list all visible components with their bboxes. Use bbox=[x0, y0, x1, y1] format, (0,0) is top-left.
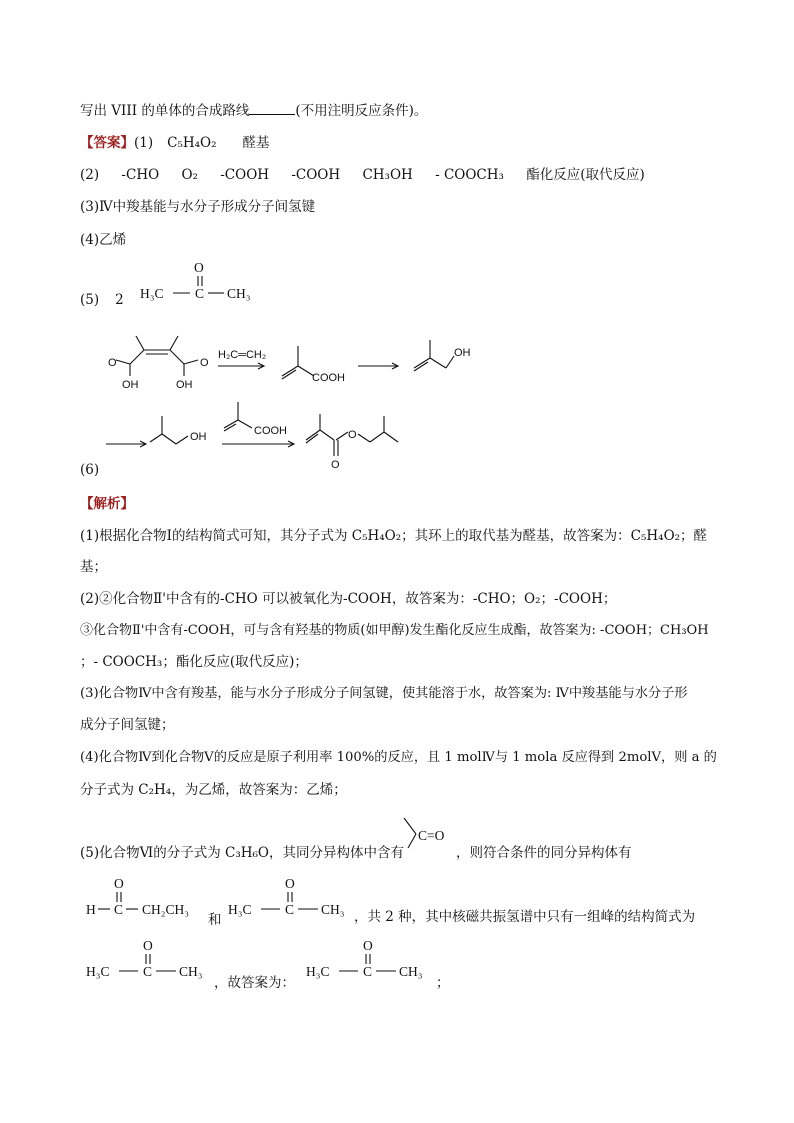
acetone-h3c: H₃C bbox=[140, 286, 164, 301]
svg-text:C=O: C=O bbox=[418, 828, 445, 843]
isobutanol bbox=[150, 416, 207, 444]
svg-text:C: C bbox=[143, 964, 153, 979]
answer-2-item: - COOCH₃ bbox=[435, 167, 504, 183]
acetone-structure-2 bbox=[228, 874, 352, 920]
svg-text:O: O bbox=[143, 938, 153, 953]
answer-5-num: (5) 2 bbox=[80, 292, 124, 308]
svg-text:OH: OH bbox=[176, 379, 193, 391]
svg-text:H₃C: H₃C bbox=[306, 964, 330, 979]
answer-3: (3)Ⅳ中羧基能与水分子形成分子间氢键 bbox=[80, 199, 316, 215]
answer-2-item: -COOH bbox=[291, 167, 341, 183]
dimethylmaleic-acid bbox=[108, 336, 209, 391]
acetone-o: O bbox=[194, 260, 204, 275]
svg-text:C: C bbox=[114, 902, 124, 917]
analysis-line-12b: ； bbox=[436, 975, 450, 991]
isobutyl-methacrylate bbox=[306, 414, 398, 470]
svg-text:O: O bbox=[331, 459, 340, 470]
answer-6-num: (6) bbox=[80, 462, 100, 478]
svg-text:H: H bbox=[86, 902, 96, 917]
answer-1-group: 醛基 bbox=[242, 135, 270, 151]
svg-text:H₃C: H₃C bbox=[86, 964, 110, 979]
analysis-line-7: 成分子间氢键； bbox=[80, 717, 175, 733]
svg-text:CH₃: CH₃ bbox=[321, 902, 345, 917]
analysis-line-9: 分子式为 C₂H₄，为乙烯，故答案为：乙烯； bbox=[80, 782, 347, 798]
answer-2 bbox=[80, 165, 663, 185]
question-prefix: 写出 VIII 的单体的合成路线 bbox=[80, 103, 250, 119]
svg-text:C: C bbox=[285, 902, 295, 917]
answer-2-item: CH₃OH bbox=[362, 167, 413, 183]
acetone-ch3: CH₃ bbox=[227, 286, 251, 301]
answer-2-num: (2) bbox=[80, 167, 100, 183]
question-suffix: (不用注明反应条件)。 bbox=[295, 103, 428, 119]
analysis-line-1: (1)根据化合物Ⅰ的结构简式可知，其分子式为 C₅H₄O₂；其环上的取代基为醛基，故答案为：C₅H₄O₂；醛 bbox=[80, 528, 708, 544]
analysis-line-10a: (5)化合物Ⅵ的分子式为 C₃H₆O，其同分异构体中含有 bbox=[80, 845, 404, 861]
ethylene-label: H₂C═CH₂ bbox=[218, 349, 267, 361]
analysis-line-3: (2)②化合物Ⅱ'中含有的-CHO 可以被氧化为-COOH，故答案为：-CHO；O₂；-COOH； bbox=[80, 591, 617, 607]
analysis-line-4: ③化合物Ⅱ'中含有-COOH，可与含有羟基的物质(如甲醇)发生酯化反应生成酯，故答案为: -COOH；CH₃OH bbox=[80, 623, 709, 638]
svg-text:H₃C: H₃C bbox=[228, 902, 252, 917]
synthesis-route-row-1 bbox=[100, 328, 500, 398]
analysis-line-12a: ，故答案为： bbox=[214, 975, 295, 991]
answer-1 bbox=[80, 133, 270, 153]
svg-text:O: O bbox=[114, 876, 124, 891]
analysis-line-11a: 和 bbox=[208, 912, 222, 928]
methacrylic-acid bbox=[282, 346, 345, 384]
acetone-c: C bbox=[195, 286, 205, 301]
methallyl-alcohol bbox=[414, 340, 471, 371]
svg-text:C: C bbox=[363, 964, 373, 979]
svg-text:OH: OH bbox=[454, 347, 471, 359]
analysis-line-5: ；- COOCH₃；酯化反应(取代反应)； bbox=[80, 654, 308, 670]
svg-text:O: O bbox=[285, 876, 295, 891]
answer-2-item: -CHO bbox=[121, 167, 160, 183]
analysis-line-11b: ，共 2 种，其中核磁共振氢谱中只有一组峰的结构简式为 bbox=[354, 909, 696, 925]
analysis-line-10b: ，则符合条件的同分异构体有 bbox=[456, 845, 632, 861]
answer-4: (4)乙烯 bbox=[80, 232, 127, 248]
acetone-structure-4 bbox=[306, 936, 432, 982]
svg-text:CH₂CH₃: CH₂CH₃ bbox=[142, 902, 189, 917]
answer-2-item: 酯化反应(取代反应) bbox=[526, 167, 645, 183]
analysis-line-8: (4)化合物Ⅳ到化合物Ⅴ的反应是原子利用率 100%的反应，且 1 molⅣ与 1 mola 反应得到 2molⅤ，则 a 的 bbox=[80, 750, 717, 765]
methacrylic-acid-reagent bbox=[224, 402, 287, 437]
acetone-structure-3 bbox=[86, 936, 212, 982]
svg-text:O: O bbox=[200, 357, 209, 369]
answer-label: 【答案】 bbox=[80, 135, 134, 151]
acetone-structure bbox=[140, 258, 260, 306]
svg-text:CH₃: CH₃ bbox=[179, 964, 203, 979]
svg-text:COOH: COOH bbox=[254, 425, 287, 437]
answer-1-formula: C₅H₄O₂ bbox=[167, 135, 217, 151]
svg-text:CH₃: CH₃ bbox=[399, 964, 423, 979]
svg-text:OH: OH bbox=[122, 379, 139, 391]
svg-text:O: O bbox=[363, 938, 373, 953]
svg-text:O: O bbox=[348, 429, 357, 441]
answer-blank bbox=[249, 100, 295, 115]
svg-text:COOH: COOH bbox=[312, 372, 345, 384]
analysis-line-2: 基； bbox=[80, 559, 107, 575]
svg-text:OH: OH bbox=[190, 431, 207, 443]
answer-1-num: (1) bbox=[134, 135, 154, 151]
analysis-label: 【解析】 bbox=[80, 496, 134, 512]
analysis-line-6: (3)化合物Ⅳ中含有羧基，能与水分子形成分子间氢键，使其能溶于水，故答案为: Ⅳ中羧基能与水分子形 bbox=[80, 686, 688, 701]
carbonyl-fragment bbox=[400, 812, 456, 856]
svg-text:O: O bbox=[108, 357, 117, 369]
propanal-structure bbox=[86, 874, 206, 920]
answer-2-item: -COOH bbox=[220, 167, 270, 183]
question-line bbox=[80, 100, 427, 121]
synthesis-route-row-2 bbox=[100, 398, 440, 470]
answer-2-item: O₂ bbox=[181, 167, 198, 183]
